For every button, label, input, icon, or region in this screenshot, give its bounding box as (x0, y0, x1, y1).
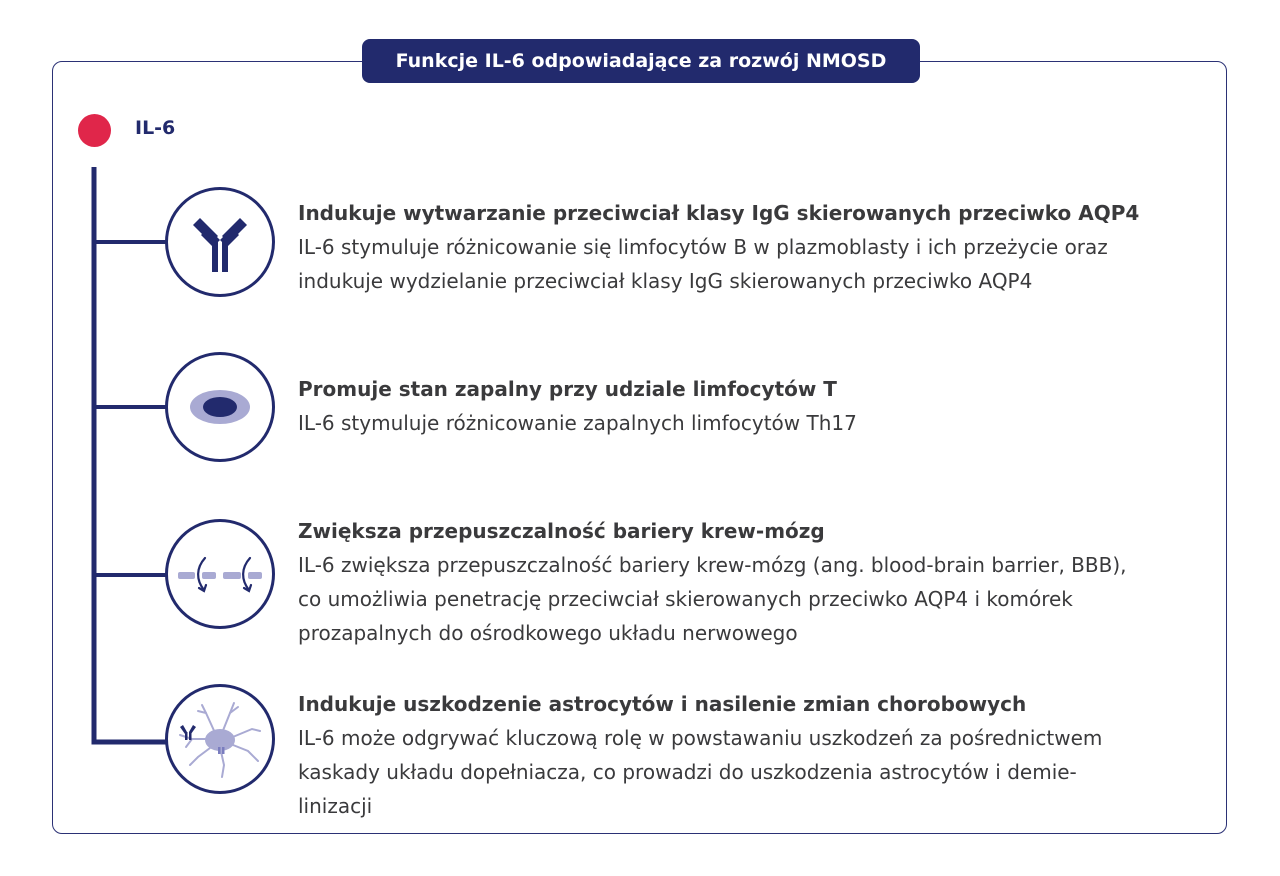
function-title: Promuje stan zapalny przy udziale limfocytów T (298, 377, 837, 401)
function-description (298, 548, 1213, 650)
function-description (298, 406, 1213, 440)
legend-label: IL-6 (135, 117, 176, 139)
function-item (298, 196, 1213, 298)
t-cell-icon (165, 352, 275, 462)
description-line: co umożliwia penetrację przeciwciał skierowanych przeciwko AQP4 i komórek (298, 587, 1073, 611)
description-line: kaskady układu dopełniacza, co prowadzi do uszkodzenia astrocytów i demie- (298, 760, 1077, 784)
description-line: prozapalnych do ośrodkowego układu nerwowego (298, 621, 798, 645)
astrocyte-icon (165, 684, 275, 794)
page-title: Funkcje IL-6 odpowiadające za rozwój NMOSD (362, 39, 920, 83)
description-line: IL-6 zwiększa przepuszczalność bariery krew-mózg (ang. blood-brain barrier, BBB), (298, 553, 1127, 577)
function-title: Zwiększa przepuszczalność bariery krew-mózg (298, 519, 825, 543)
description-line: IL-6 może odgrywać kluczową rolę w powstawaniu uszkodzeń za pośrednictwem (298, 726, 1103, 750)
barrier-permeability-icon (165, 519, 275, 629)
function-description (298, 721, 1213, 823)
description-line: indukuje wydzielanie przeciwciał klasy IgG skierowanych przeciwko AQP4 (298, 269, 1033, 293)
function-item (298, 687, 1213, 823)
function-title: Indukuje wytwarzanie przeciwciał klasy IgG skierowanych przeciwko AQP4 (298, 201, 1140, 225)
function-title: Indukuje uszkodzenie astrocytów i nasilenie zmian chorobowych (298, 692, 1027, 716)
antibody-icon (165, 187, 275, 297)
description-line: IL-6 stymuluje różnicowanie się limfocytów B w plazmoblasty i ich przeżycie oraz (298, 235, 1108, 259)
description-line: IL-6 stymuluje różnicowanie zapalnych limfocytów Th17 (298, 411, 857, 435)
description-line: linizacji (298, 794, 373, 818)
function-item (298, 514, 1213, 650)
function-description (298, 230, 1213, 298)
function-item (298, 372, 1213, 440)
